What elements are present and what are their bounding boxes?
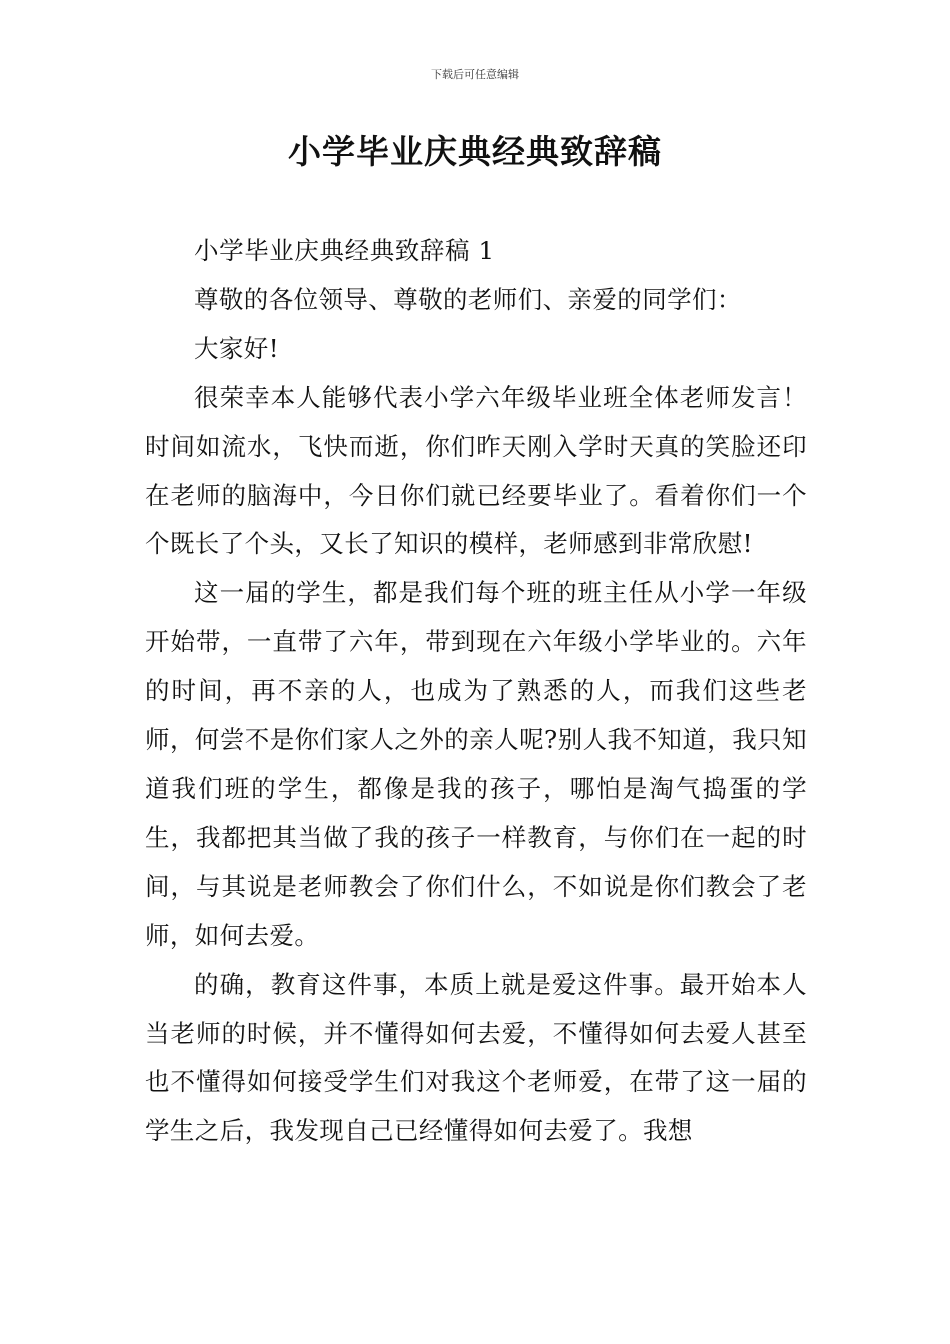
body-paragraph: 的确，教育这件事，本质上就是爱这件事。最开始本人当老师的时候，并不懂得如何去爱，不懂得如何去爱人甚至也不懂得如何接受学生们对我这个老师爱，在带了这一届的学生之后，我发现自己已经懂得如何去爱了。我想 <box>145 969 807 1146</box>
document-title: 小学毕业庆典经典致辞稿 <box>288 132 662 171</box>
body-paragraph: 这一届的学生，都是我们每个班的班主任从小学一年级开始带，一直带了六年，带到现在六年级小学毕业的。六年的时间，再不亲的人，也成为了熟悉的人，而我们这些老师，何尝不是你们家人之外的亲人呢?别人我不知道，我只知道我们班的学生，都像是我的孩子，哪怕是淘气捣蛋的学生，我都把其当做了我的孩子一样教育，与你们在一起的时间，与其说是老师教会了你们什么，不如说是你们教会了老师，如何去爱。 <box>145 578 807 950</box>
header-note: 下载后可任意编辑 <box>431 68 519 81</box>
salutation: 尊敬的各位领导、尊敬的老师们、亲爱的同学们： <box>194 284 742 314</box>
section-heading: 小学毕业庆典经典致辞稿 1 <box>194 236 495 265</box>
document-body <box>145 227 807 1156</box>
body-paragraph: 很荣幸本人能够代表小学六年级毕业班全体老师发言！时间如流水，飞快而逝，你们昨天刚入学时天真的笑脸还印在老师的脑海中，今日你们就已经要毕业了。看着你们一个个既长了个头，又长了知识的模样，老师感到非常欣慰! <box>145 382 807 559</box>
greeting: 大家好! <box>194 333 279 363</box>
